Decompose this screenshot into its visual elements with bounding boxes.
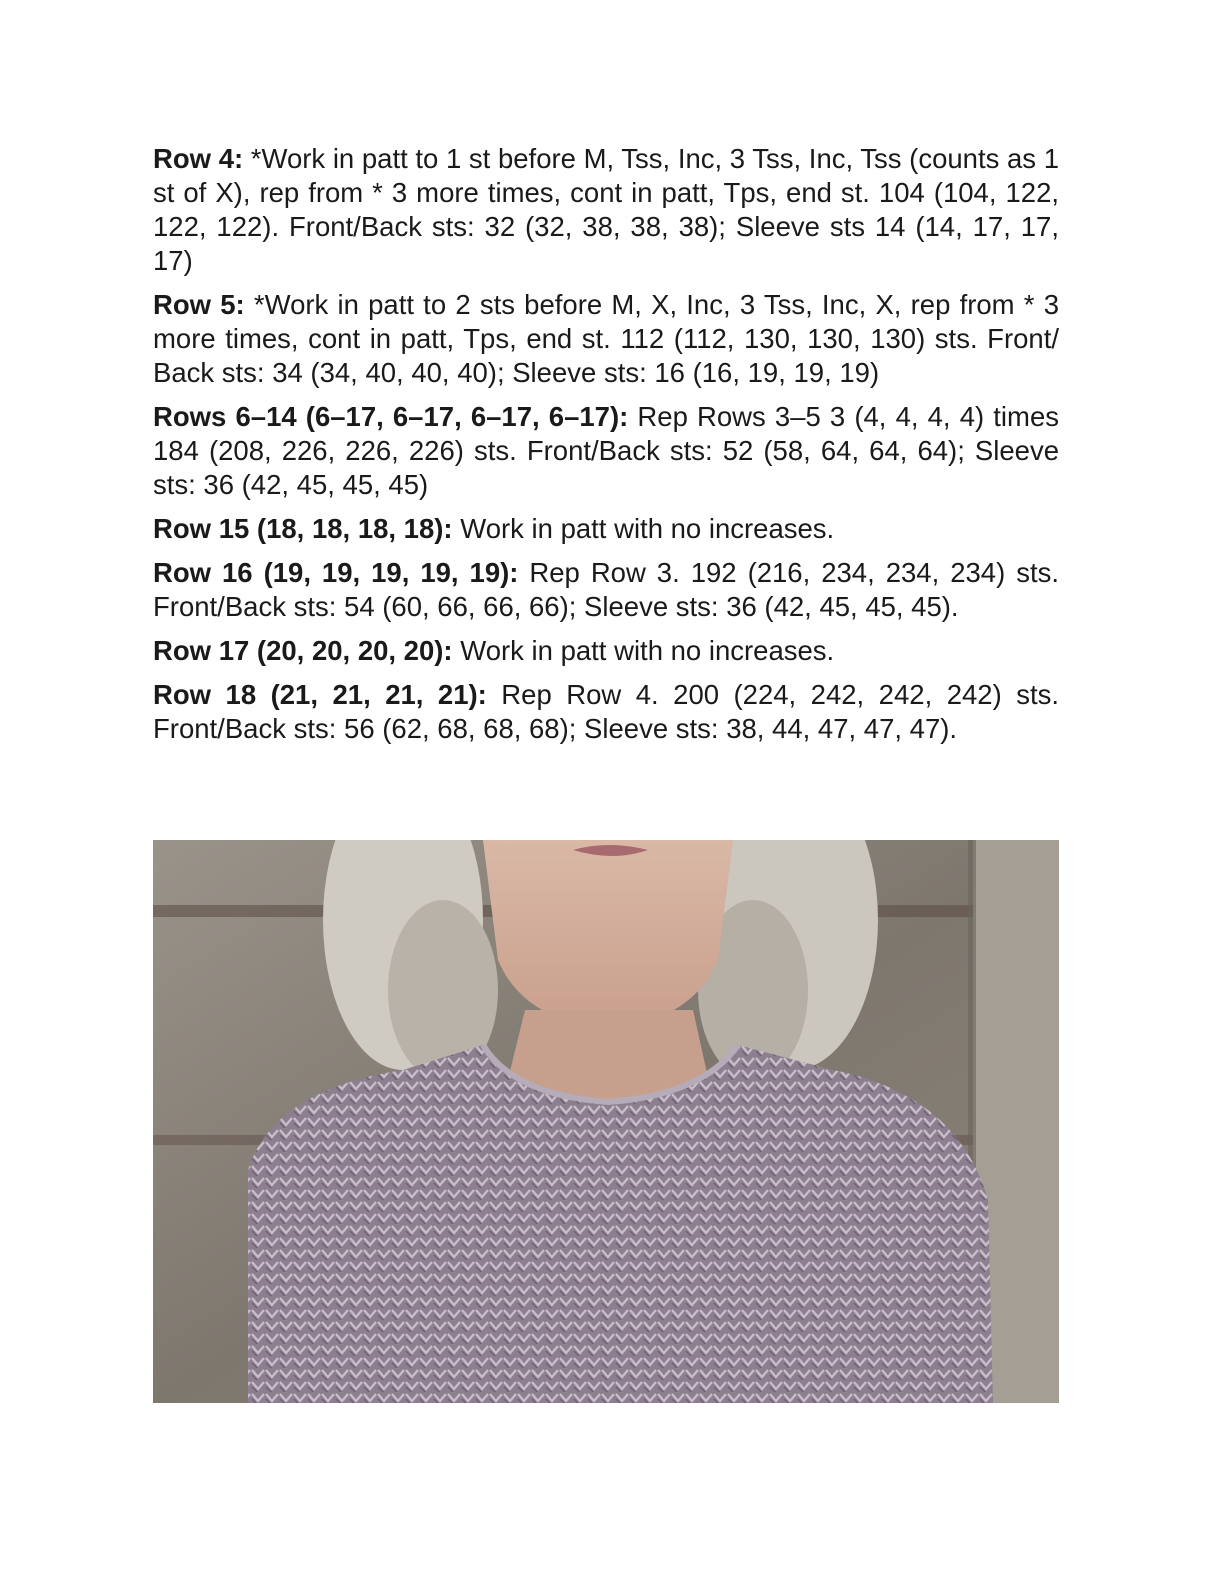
row-17-instruction — [153, 634, 1059, 668]
row-text: Rep Row 3. 192 (216, 234, 234, 234) sts. Front/Back sts: 54 (60, 66, 66, 66); Sleeve sts: 36 (42, 45, 45, 45). — [153, 557, 1059, 622]
row-18-instruction — [153, 678, 1059, 746]
row-label: Row 5: — [153, 289, 245, 320]
row-label: Row 16 (19, 19, 19, 19, 19): — [153, 557, 519, 588]
row-text: Work in patt with no increases. — [452, 635, 835, 666]
row-label: Row 18 (21, 21, 21, 21): — [153, 679, 487, 710]
row-5-instruction — [153, 288, 1059, 390]
row-label: Row 17 (20, 20, 20, 20): — [153, 635, 453, 666]
row-label: Row 4: — [153, 143, 244, 174]
sweater-model-photo — [153, 840, 1059, 1403]
row-label: Row 15 (18, 18, 18, 18): — [153, 513, 453, 544]
row-label: Rows 6–14 (6–17, 6–17, 6–17, 6–17): — [153, 401, 629, 432]
row-text: Work in patt with no increases. — [452, 513, 835, 544]
row-text: Rep Row 4. 200 (224, 242, 242, 242) sts. Front/Back sts: 56 (62, 68, 68, 68); Sleeve sts: 38, 44, 47, 47, 47). — [153, 679, 1059, 744]
row-4-instruction — [153, 142, 1059, 278]
row-text: *Work in patt to 1 st before M, Tss, Inc, 3 Tss, Inc, Tss (counts as 1 st of X), rep from * 3 more times, cont in patt, Tps, end st. 104 (104, 122, 122, 122). Front/Back sts: 32 (32, 38, 38, 38); Sleeve sts 14 (14, 17, 17, 17) — [153, 143, 1060, 276]
pattern-instructions — [153, 142, 1059, 756]
row-text: *Work in patt to 2 sts before M, X, Inc, 3 Tss, Inc, X, rep from * 3 more times, cont in patt, Tps, end st. 112 (112, 130, 130, 130) sts. Front/ Back sts: 34 (34, 40, 40, 40); Sleeve sts: 16 (16, 19, 19, 19) — [153, 289, 1060, 388]
rows-6-14-instruction — [153, 400, 1059, 502]
row-15-instruction — [153, 512, 1059, 546]
row-16-instruction — [153, 556, 1059, 624]
photo-illustration — [153, 840, 1059, 1403]
row-text: Rep Rows 3–5 3 (4, 4, 4, 4) times 184 (208, 226, 226, 226) sts. Front/Back sts: 52 (58, 64, 64, 64); Sleeve sts: 36 (42, 45, 45, 45) — [153, 401, 1059, 500]
